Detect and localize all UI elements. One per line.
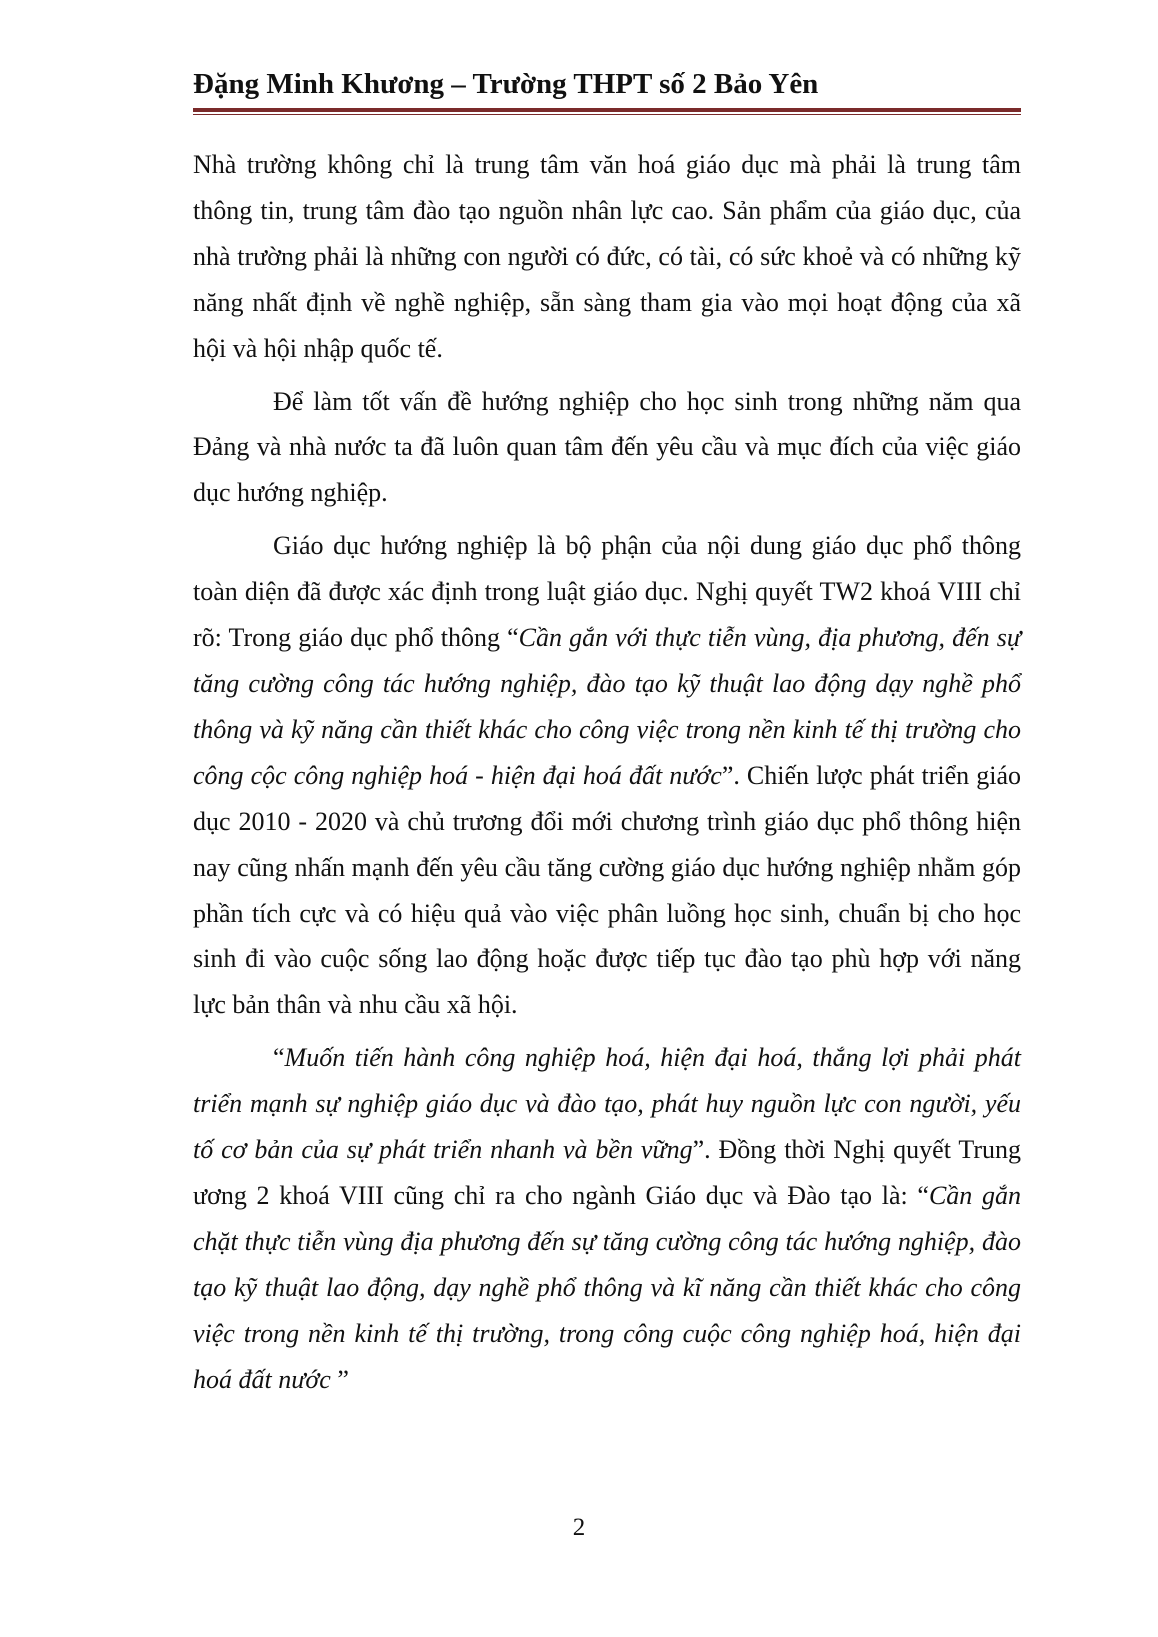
paragraph-4-quote-1: Muốn tiến hành công nghiệp hoá, hiện đại hoá, thắng lợi phải phát triển mạnh sự nghiệp giáo dục và đào tạo, phát huy nguồn lực con người, yếu tố cơ bản của sự phát triển nhanh và bền vững [193, 1043, 1021, 1165]
header-rule-thick [193, 108, 1021, 112]
paragraph-3 [193, 523, 1021, 1028]
paragraph-4 [193, 1035, 1021, 1402]
page-number: 2 [572, 1514, 586, 1541]
page-header-title: Đặng Minh Khương – Trường THPT số 2 Bảo Yên [193, 68, 819, 100]
paragraph-4-close-quote: ” [330, 1364, 349, 1394]
paragraph-1: Nhà trường không chỉ là trung tâm văn hoá giáo dục mà phải là trung tâm thông tin, trung tâm đào tạo nguồn nhân lực cao. Sản phẩm của giáo dục, của nhà trường phải là những con người có đức, có tài, có sức khoẻ và có những kỹ năng nhất định về nghề nghiệp, sẵn sàng tham gia vào mọi hoạt động của xã hội và hội nhập quốc tế. [193, 150, 1021, 363]
paragraph-3-quote: Cần gắn với thực tiễn vùng, địa phương, đến sự tăng cường công tác hướng nghiệp, đào tạo kỹ thuật lao động dạy nghề phổ thông và kỹ năng cần thiết khác cho công việc trong nền kinh tế thị trường cho công cộc công nghiệp hoá - hiện đại hoá đất nước [193, 623, 1022, 790]
paragraph-3-text-c: ”. Chiến lược phát triển giáo dục 2010 - 2020 và chủ trương đổi mới chương trình giáo dục phổ thông hiện nay cũng nhấn mạnh đến yêu cầu tăng cường giáo dục hướng nghiệp nhằm góp phần tích cực và có hiệu quả vào việc phân luồng học sinh, chuẩn bị cho học sinh đi vào cuộc sống lao động hoặc được tiếp tục đào tạo phù hợp với năng lực bản thân và nhu cầu xã hội. [193, 760, 1021, 1020]
body-text [193, 142, 1021, 1402]
paragraph-4-quote-2: Cần gắn chặt thực tiễn vùng địa phương đến sự tăng cường công tác hướng nghiệp, đào tạo kỹ thuật lao động, dạy nghề phổ thông và kĩ năng cần thiết khác cho công việc trong nền kinh tế thị trường, trong công cuộc công nghiệp hoá, hiện đại hoá đất nước [193, 1180, 1021, 1394]
paragraph-4-text-c: ”. Đồng thời Nghị quyết Trung ương 2 khoá VIII cũng chỉ ra cho ngành Giáo dục và Đào tạo là: “ [193, 1135, 1021, 1210]
paragraph-4-open-quote: “ [273, 1043, 285, 1073]
header-rule-thin [193, 114, 1021, 115]
paragraph-3-text-a: Giáo dục hướng nghiệp là bộ phận của nội dung giáo dục phổ thông toàn diện đã được xác định trong luật giáo dục. Nghị quyết TW2 khoá VIII chỉ rõ: Trong giáo dục phổ thông “ [193, 531, 1021, 653]
paragraph-2: Để làm tốt vấn đề hướng nghiệp cho học sinh trong những năm qua Đảng và nhà nước ta đã luôn quan tâm đến yêu cầu và mục đích của việc giáo dục hướng nghiệp. [193, 386, 1021, 508]
